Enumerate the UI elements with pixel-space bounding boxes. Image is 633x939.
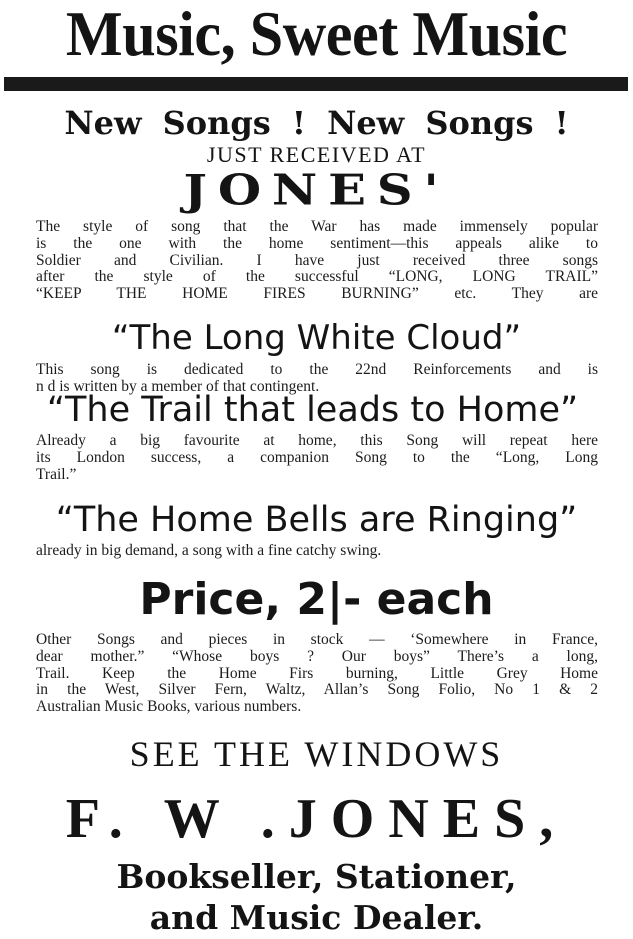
- description-line: This song is dedicated to the 22nd Reinforcements and is: [36, 361, 598, 378]
- description-line: Already a big favourite at home, this Song will repeat here: [36, 432, 598, 449]
- store-name-banner: JONES': [183, 165, 450, 215]
- intro-line: The style of song that the War has made immensely popular: [36, 218, 598, 235]
- song-description-home-bells: [36, 543, 598, 560]
- intro-line: “KEEP THE HOME FIRES BURNING” etc. They are: [36, 285, 598, 303]
- song-title-long-white-cloud: “The Long White Cloud”: [111, 318, 522, 358]
- other-line: Australian Music Books, various numbers.: [36, 698, 302, 716]
- proprietor-tagline: Bookseller, Stationer,: [116, 857, 517, 896]
- masthead-rule: [4, 77, 628, 91]
- just-received-subheading: JUST RECEIVED AT: [206, 142, 427, 167]
- proprietor-tagline: and Music Dealer.: [149, 898, 484, 937]
- other-line: Other Songs and pieces in stock — ‘Somewhere in France,: [36, 631, 598, 648]
- song-description-trail-to-home: [36, 433, 598, 483]
- description-line: Trail.”: [36, 465, 77, 483]
- proprietor-name: F. W .JONES,: [65, 788, 568, 850]
- description-line: already in big demand, a song with a fine catchy swing.: [36, 542, 382, 559]
- other-line: dear mother.” “Whose boys ? Our boys” There’s a long,: [36, 647, 598, 665]
- intro-line: Soldier and Civilian. I have just received three songs: [36, 251, 598, 269]
- other-line: Trail. Keep the Home Firs burning, Little Grey Home: [36, 664, 598, 682]
- intro-paragraph: [36, 219, 598, 303]
- masthead-title: Music, Sweet Music: [65, 0, 568, 69]
- intro-line: after the style of the successful “LONG, LONG TRAIL”: [36, 268, 598, 286]
- new-songs-heading: New Songs ! New Songs !: [64, 104, 569, 142]
- price-heading: Price, 2|- each: [139, 574, 494, 625]
- see-windows-heading: SEE THE WINDOWS: [129, 734, 504, 774]
- description-line: its London success, a companion Song to the “Long, Long: [36, 448, 598, 466]
- description-line: n d is written by a member of that contingent.: [36, 377, 320, 395]
- other-songs-paragraph: [36, 632, 598, 716]
- intro-line: is the one with the home sentiment—this appeals alike to: [36, 234, 598, 252]
- song-title-home-bells: “The Home Bells are Ringing”: [55, 500, 578, 540]
- song-title-trail-to-home: “The Trail that leads to Home”: [46, 390, 579, 430]
- other-line: in the West, Silver Fern, Waltz, Allan’s Song Folio, No 1 & 2: [36, 681, 598, 699]
